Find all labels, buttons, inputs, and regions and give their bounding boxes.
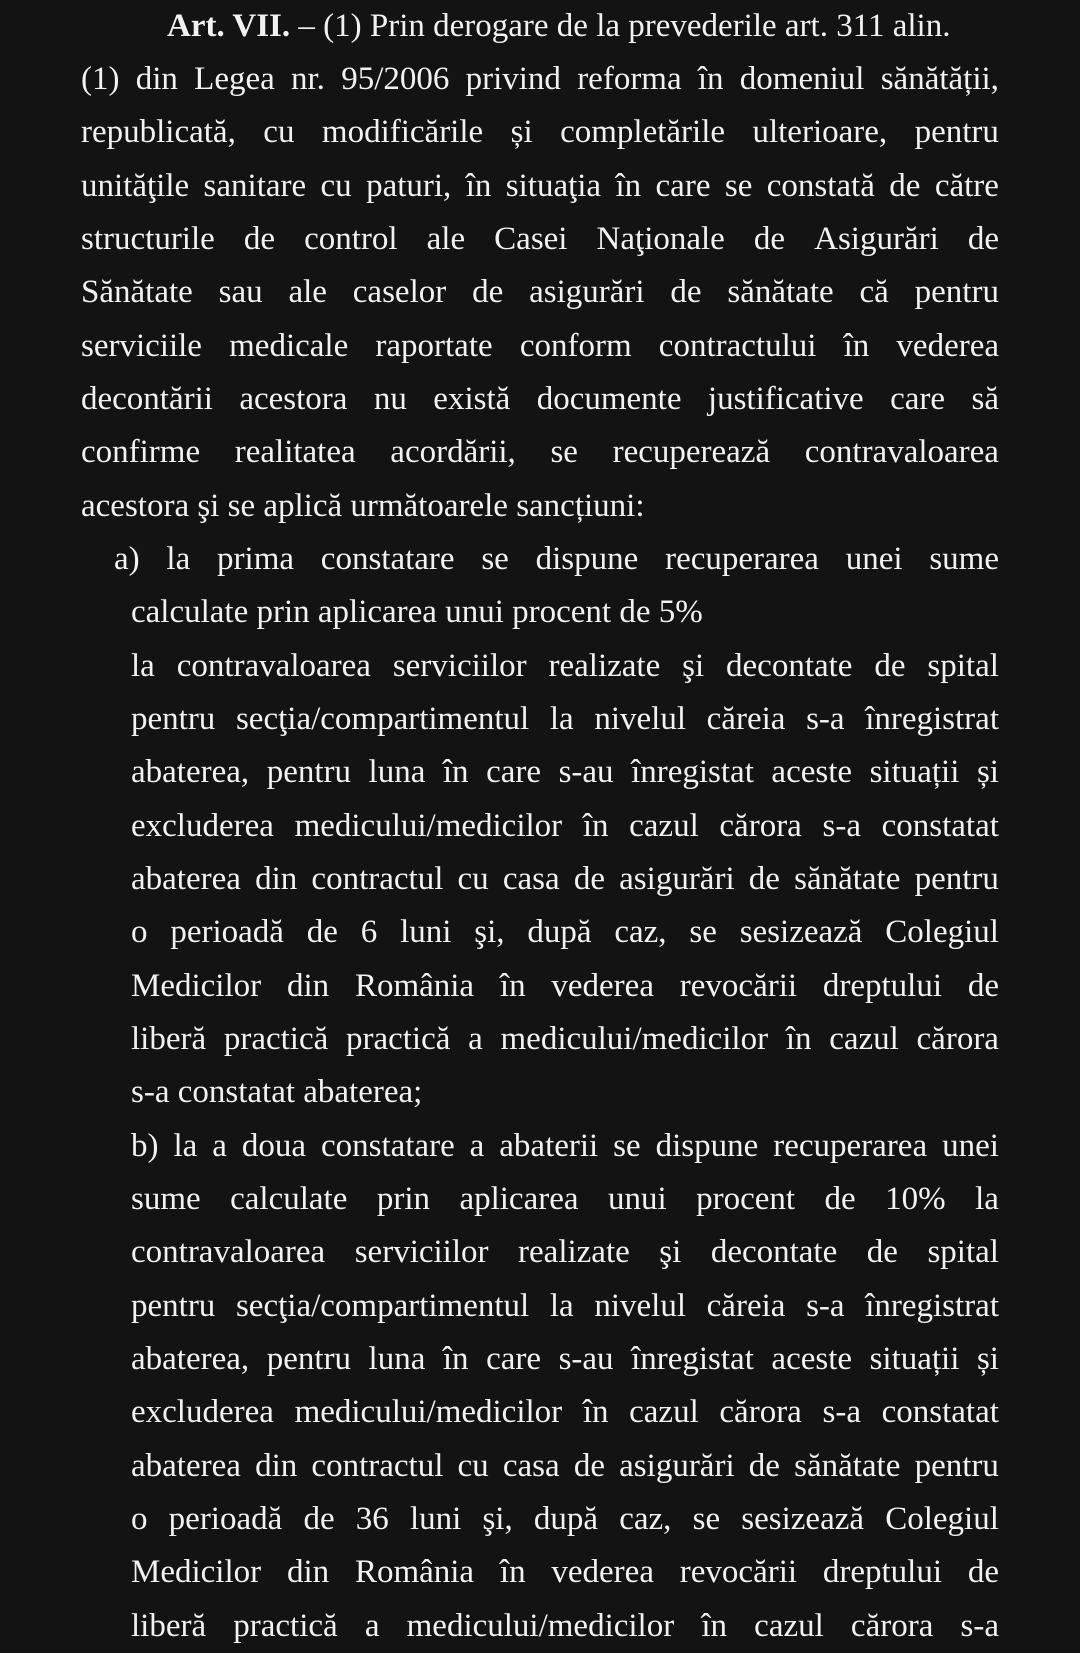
- word: din: [286, 968, 330, 1004]
- word: de: [472, 274, 504, 310]
- word: din: [135, 61, 178, 97]
- word: înregistrat: [865, 1288, 999, 1324]
- word: republicată,: [81, 114, 236, 150]
- point-a-line: s-a constatat abaterea;: [131, 1074, 423, 1110]
- word: sesizează: [739, 914, 863, 950]
- point-b-line: [131, 1600, 999, 1653]
- word: pentru: [914, 274, 999, 310]
- word: de: [306, 914, 338, 950]
- word: (1): [81, 61, 120, 97]
- word: prin: [376, 1181, 430, 1217]
- word: justificative: [707, 381, 864, 417]
- point-b-line: [131, 1120, 999, 1173]
- article-intro-line: [81, 160, 999, 213]
- word: în: [442, 1341, 469, 1377]
- word: de: [967, 221, 999, 257]
- word: cazul: [629, 1394, 699, 1430]
- word: din: [255, 1448, 298, 1484]
- word: cazul: [629, 808, 699, 844]
- word: în: [615, 168, 642, 204]
- word: sume: [131, 1181, 201, 1217]
- word: se: [481, 541, 509, 577]
- word: Colegiul: [885, 914, 999, 950]
- word: aplicarea: [459, 1181, 579, 1217]
- word: aceste: [771, 754, 853, 790]
- word: cărora: [916, 1021, 999, 1057]
- word: sănătate: [727, 274, 834, 310]
- word: contractului: [658, 328, 817, 364]
- word: 95/2006: [341, 61, 450, 97]
- point-a-line: [131, 853, 999, 906]
- word: confirme: [81, 434, 201, 470]
- word: către: [934, 168, 999, 204]
- word: acordării,: [390, 434, 516, 470]
- word: raportate: [375, 328, 493, 364]
- word: doua: [241, 1128, 306, 1164]
- word: o: [131, 914, 148, 950]
- word: privind: [465, 61, 561, 97]
- word: la: [549, 701, 574, 737]
- word: constatare: [320, 1128, 455, 1164]
- word: sesizează: [741, 1501, 865, 1537]
- word: cazul: [829, 1021, 899, 1057]
- word: s-au: [558, 754, 614, 790]
- word: 36: [355, 1501, 389, 1537]
- word: cu: [457, 861, 489, 897]
- word: nu: [373, 381, 407, 417]
- word: aceste: [771, 1341, 853, 1377]
- word: dreptului: [822, 1554, 943, 1590]
- word: la: [166, 541, 191, 577]
- point-b-line: [131, 1173, 999, 1226]
- word: la: [549, 1288, 574, 1324]
- word: abaterii: [499, 1128, 599, 1164]
- word: excluderea: [131, 1394, 274, 1430]
- word: înregistat: [631, 754, 754, 790]
- word: ulterioare,: [752, 114, 888, 150]
- word: medicului/medicilor: [294, 808, 563, 844]
- point-b-line: [131, 1440, 999, 1493]
- word: asigurări: [619, 1448, 735, 1484]
- word: contravaloarea: [804, 434, 999, 470]
- word: asigurări: [529, 274, 645, 310]
- word: de: [243, 221, 276, 257]
- word: luna: [368, 1341, 426, 1377]
- word: pentru: [266, 1341, 351, 1377]
- word: sănătate: [794, 861, 901, 897]
- word: şi,: [474, 914, 505, 950]
- word: Legea: [194, 61, 275, 97]
- word: și: [976, 754, 999, 790]
- word: structurile: [81, 221, 215, 257]
- point-b-line: [131, 1546, 999, 1599]
- word: abaterea: [131, 1448, 241, 1484]
- word: constatare: [320, 541, 455, 577]
- word: după: [533, 1501, 599, 1537]
- article-intro-line: [81, 213, 999, 266]
- word: înregistat: [631, 1341, 754, 1377]
- word: de: [866, 1234, 898, 1270]
- point-a-line: [131, 640, 999, 693]
- word: conform: [519, 328, 632, 364]
- word: medicale: [229, 328, 349, 364]
- word: excluderea: [131, 808, 274, 844]
- word: și: [510, 114, 533, 150]
- word: serviciilor: [354, 1234, 489, 1270]
- word: paturi,: [366, 168, 452, 204]
- word: contravaloarea: [131, 1234, 326, 1270]
- point-a-line: [114, 533, 999, 586]
- word: calculate: [230, 1181, 348, 1217]
- word: se: [724, 168, 753, 204]
- point-a-line: [131, 693, 999, 746]
- word: în: [843, 328, 870, 364]
- point-b-line: [131, 1280, 999, 1333]
- point-a-line: calculate prin aplicarea unui procent de 5%: [131, 594, 703, 630]
- word: la: [173, 1128, 198, 1164]
- word: contractul: [311, 861, 444, 897]
- word: caselor: [352, 274, 447, 310]
- word: Asigurări: [814, 221, 939, 257]
- word: de: [670, 274, 702, 310]
- word: sanitare: [203, 168, 307, 204]
- word: de: [967, 968, 999, 1004]
- word: se: [613, 1128, 641, 1164]
- word: și: [976, 1341, 999, 1377]
- word: de: [874, 648, 906, 684]
- word: luni: [400, 914, 452, 950]
- word: reforma: [577, 61, 682, 97]
- word: contractul: [311, 1448, 444, 1484]
- word: pentru: [914, 1448, 999, 1484]
- word: serviciilor: [392, 648, 527, 684]
- word: pentru: [914, 114, 999, 150]
- word: 10%: [885, 1181, 946, 1217]
- word: pentru: [914, 861, 999, 897]
- word: Medicilor: [131, 1554, 262, 1590]
- word: de: [573, 1448, 605, 1484]
- word: nr.: [291, 61, 325, 97]
- word: unităţile: [81, 168, 190, 204]
- word: documente: [536, 381, 682, 417]
- word: cu: [457, 1448, 489, 1484]
- word: vederea: [551, 968, 654, 1004]
- word: completările: [560, 114, 726, 150]
- word: în: [499, 1554, 526, 1590]
- word: Colegiul: [885, 1501, 999, 1537]
- word: b): [131, 1128, 159, 1164]
- word: în: [582, 808, 609, 844]
- word: Casei: [494, 221, 568, 257]
- word: de: [967, 1554, 999, 1590]
- word: abaterea: [131, 861, 241, 897]
- word: practică: [223, 1021, 329, 1057]
- word: care: [486, 754, 542, 790]
- word: Medicilor: [131, 968, 262, 1004]
- word: realitatea: [234, 434, 356, 470]
- word: contravaloarea: [176, 648, 371, 684]
- article-intro-line: [81, 320, 999, 373]
- word: abaterea,: [131, 1341, 250, 1377]
- word: revocării: [679, 968, 798, 1004]
- word: caz,: [619, 1501, 672, 1537]
- word: să: [971, 381, 999, 417]
- word: decontate: [726, 648, 853, 684]
- word: pentru: [131, 701, 216, 737]
- word: abaterea,: [131, 754, 250, 790]
- word: modificările: [321, 114, 484, 150]
- word: în: [582, 1394, 609, 1430]
- word: sănătății,: [880, 61, 999, 97]
- word: sănătate: [794, 1448, 901, 1484]
- word: constatat: [881, 1394, 999, 1430]
- article-intro-line: [81, 373, 999, 426]
- word: acestora: [239, 381, 348, 417]
- word: dreptului: [822, 968, 943, 1004]
- word: 6: [360, 914, 378, 950]
- word: există: [433, 381, 511, 417]
- point-b-line: [131, 1333, 999, 1386]
- word: spital: [927, 1234, 999, 1270]
- word: medicului/medicilor: [500, 1021, 769, 1057]
- word: în: [442, 754, 469, 790]
- word: la: [975, 1181, 999, 1217]
- word: care: [655, 168, 711, 204]
- word: o: [131, 1501, 148, 1537]
- word: care: [890, 381, 946, 417]
- word: România: [354, 1554, 475, 1590]
- word: din: [286, 1554, 330, 1590]
- word: control: [304, 221, 398, 257]
- word: cu: [263, 114, 295, 150]
- word: realizate: [548, 648, 661, 684]
- word: în: [701, 1608, 728, 1644]
- word: constată: [766, 168, 875, 204]
- word: luni: [409, 1501, 462, 1537]
- article-intro-line: [81, 106, 999, 159]
- word: cărora: [850, 1608, 934, 1644]
- word: înregistrat: [865, 701, 999, 737]
- word: s-a: [806, 1288, 845, 1324]
- word: de: [748, 1448, 780, 1484]
- word: de: [824, 1181, 856, 1217]
- word: situații: [869, 754, 960, 790]
- point-b-line: [131, 1226, 999, 1279]
- word: cu: [320, 168, 352, 204]
- word: căreia: [706, 1288, 786, 1324]
- word: a: [212, 1128, 227, 1164]
- word: şi,: [482, 1501, 513, 1537]
- word: Naţionale: [596, 221, 725, 257]
- word: că: [859, 274, 889, 310]
- word: s-a: [960, 1608, 999, 1644]
- word: a: [469, 1128, 485, 1164]
- word: revocării: [679, 1554, 798, 1590]
- word: de: [303, 1501, 335, 1537]
- word: recuperarea: [773, 1128, 928, 1164]
- word: a: [364, 1608, 380, 1644]
- word: unei: [942, 1128, 999, 1164]
- article-intro-line: [81, 53, 999, 106]
- word: s-au: [558, 1341, 614, 1377]
- article-label: Art. VII.: [167, 8, 291, 44]
- word: asigurări: [619, 861, 735, 897]
- article-intro-line: acestora şi se aplică următoarele sancțiuni:: [81, 488, 645, 524]
- word: casa: [502, 1448, 560, 1484]
- word: practică: [233, 1608, 338, 1644]
- word: nivelul: [594, 1288, 686, 1324]
- article-intro-line: – (1) Prin derogare de la prevederile art. 311 alin.: [298, 8, 951, 44]
- word: de: [889, 168, 921, 204]
- word: în: [499, 968, 526, 1004]
- word: în: [785, 1021, 812, 1057]
- word: unei: [845, 541, 903, 577]
- word: domeniul: [739, 61, 865, 97]
- word: spital: [927, 648, 999, 684]
- word: cazul: [754, 1608, 824, 1644]
- word: vederea: [551, 1554, 654, 1590]
- word: dispune: [655, 1128, 759, 1164]
- word: pentru: [266, 754, 351, 790]
- word: procent: [696, 1181, 796, 1217]
- word: a: [468, 1021, 483, 1057]
- word: din: [255, 861, 298, 897]
- word: care: [486, 1341, 542, 1377]
- word: unui: [607, 1181, 667, 1217]
- word: vederea: [896, 328, 999, 364]
- word: situaţia: [505, 168, 602, 204]
- point-a-line: [131, 800, 999, 853]
- word: pentru: [131, 1288, 216, 1324]
- word: sume: [929, 541, 999, 577]
- point-a-line: [131, 1013, 999, 1066]
- point-a-line: [131, 746, 999, 799]
- word: s-a: [822, 808, 861, 844]
- point-b-line: [131, 1386, 999, 1439]
- word: secţia/compartimentul: [235, 1288, 530, 1324]
- word: prima: [217, 541, 295, 577]
- word: se: [550, 434, 578, 470]
- point-a-line: [131, 960, 999, 1013]
- word: practică: [345, 1021, 451, 1057]
- word: secţia/compartimentul: [235, 701, 530, 737]
- word: cărora: [719, 808, 802, 844]
- word: luna: [368, 754, 426, 790]
- word: de: [573, 861, 605, 897]
- word: de: [753, 221, 786, 257]
- word: perioadă: [170, 914, 284, 950]
- word: ale: [288, 274, 327, 310]
- word: la: [131, 648, 155, 684]
- word: România: [354, 968, 475, 1004]
- word: nivelul: [594, 701, 686, 737]
- word: casa: [502, 861, 560, 897]
- word: cărora: [719, 1394, 802, 1430]
- word: serviciile: [81, 328, 202, 364]
- word: de: [748, 861, 780, 897]
- word: şi: [682, 648, 705, 684]
- word: s-a: [806, 701, 845, 737]
- word: căreia: [706, 701, 786, 737]
- article-first-line: [167, 0, 950, 53]
- word: realizate: [518, 1234, 630, 1270]
- word: se: [692, 1501, 721, 1537]
- article-intro-line: [81, 426, 999, 479]
- word: liberă: [131, 1608, 207, 1644]
- word: recuperează: [612, 434, 771, 470]
- word: caz,: [614, 914, 667, 950]
- word: ale: [426, 221, 466, 257]
- word: se: [689, 914, 717, 950]
- word: sau: [218, 274, 263, 310]
- word: în: [465, 168, 492, 204]
- word: medicului/medicilor: [294, 1394, 563, 1430]
- word: constatat: [881, 808, 999, 844]
- word: Sănătate: [81, 274, 193, 310]
- point-a-line: [131, 906, 999, 959]
- word: medicului/medicilor: [406, 1608, 675, 1644]
- point-b-line: [131, 1493, 999, 1546]
- word: decontării: [81, 381, 213, 417]
- word: liberă: [131, 1021, 207, 1057]
- word: situații: [869, 1341, 960, 1377]
- word: a): [114, 541, 140, 577]
- word: dispune: [535, 541, 639, 577]
- word: perioadă: [168, 1501, 283, 1537]
- word: în: [697, 61, 724, 97]
- word: recuperarea: [665, 541, 819, 577]
- word: decontate: [710, 1234, 838, 1270]
- word: s-a: [822, 1394, 861, 1430]
- article-intro-line: [81, 266, 999, 319]
- word: şi: [659, 1234, 682, 1270]
- word: după: [527, 914, 592, 950]
